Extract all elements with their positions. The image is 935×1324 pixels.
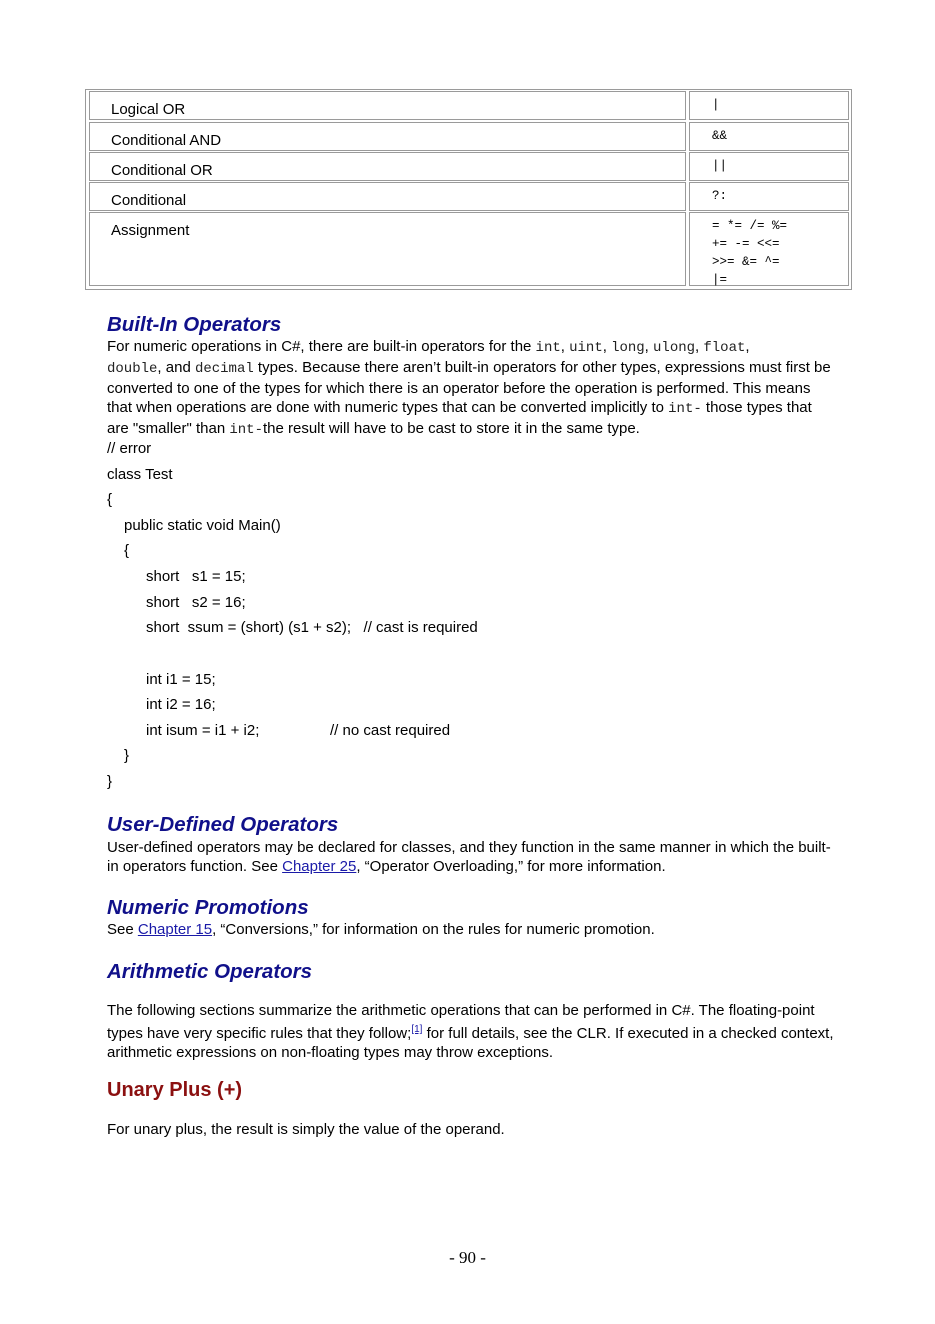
- chapter-link[interactable]: Chapter 25: [282, 858, 357, 875]
- operator-name: Assignment: [89, 212, 686, 286]
- type-keyword: float: [703, 340, 746, 356]
- text-run: For numeric operations in C#, there are built-in operators for the: [107, 338, 536, 355]
- text-run: The following sections summarize the arithmetic operations that can be performed in C#. The floating-point types have very specific rules that they follow;: [107, 1002, 815, 1042]
- type-keyword: ulong: [653, 340, 696, 356]
- type-keyword: int-: [229, 422, 263, 438]
- code-line: short ssum = (short) (s1 + s2); // cast is required: [146, 619, 478, 636]
- text-run: , “Operator Overloading,” for more information.: [356, 858, 666, 875]
- text-run: ,: [560, 338, 570, 355]
- code-line: {: [124, 542, 130, 559]
- operator-name: Logical OR: [89, 91, 686, 120]
- subsection-heading: Unary Plus (+): [107, 1079, 243, 1101]
- text-run: for full details, see the CLR. If executed in a checked context, arithmetic expressions on non-floating types may throw exceptions.: [107, 1025, 834, 1061]
- operator-name: Conditional OR: [89, 152, 686, 181]
- text-run: those types that are "smaller" than: [107, 399, 812, 437]
- operator-table: [85, 89, 852, 290]
- code-line: short s2 = 16;: [146, 594, 246, 611]
- code-line: }: [107, 773, 113, 790]
- type-keyword: decimal: [194, 361, 254, 377]
- code-line: class Test: [107, 466, 173, 483]
- code-line: int i1 = 15;: [146, 671, 216, 688]
- text-run: , “Conversions,” for information on the rules for numeric promotion.: [212, 921, 655, 938]
- page-number: - 90 -: [449, 1248, 486, 1267]
- text-run: the result will have to be cast to store it in the same type.: [262, 420, 640, 437]
- unary-paragraph: For unary plus, the result is simply the value of the operand.: [107, 1121, 505, 1138]
- code-line: int isum = i1 + i2;: [146, 722, 260, 739]
- operator-symbol: &&: [689, 122, 849, 151]
- text-run: ,: [745, 338, 750, 355]
- userdef-paragraph: [107, 838, 837, 876]
- operator-symbol: |: [689, 91, 849, 120]
- text-run: ,: [644, 338, 654, 355]
- operator-name: Conditional AND: [89, 122, 686, 151]
- arith-paragraph: [107, 1001, 837, 1062]
- section-heading: User-Defined Operators: [107, 813, 339, 836]
- type-keyword: long: [611, 340, 645, 356]
- text-run: User-defined operators may be declared for classes, and they function in the same manner in which the built-in operators function. See: [107, 839, 831, 875]
- code-comment: // no cast required: [330, 722, 451, 739]
- code-line: short s1 = 15;: [146, 568, 246, 585]
- numeric-paragraph: [107, 920, 837, 939]
- operator-symbol: ?:: [689, 182, 849, 211]
- text-run: ,: [602, 338, 612, 355]
- type-keyword: int-: [668, 401, 702, 417]
- footnote-link[interactable]: [1]: [411, 1024, 423, 1035]
- type-keyword: uint: [569, 340, 603, 356]
- text-run: See: [107, 921, 138, 938]
- text-run: ,: [695, 338, 704, 355]
- text-run: types. Because there aren’t built-in operators for other types, expressions must first be converted to one of the types for which there is an operator before the operation is performed. This means that when operations are done with numeric types that can be converted implicitly to: [107, 359, 831, 416]
- text-run: , and: [157, 359, 195, 376]
- code-line: int i2 = 16;: [146, 696, 216, 713]
- code-line: {: [107, 491, 113, 508]
- code-line: }: [124, 747, 130, 764]
- chapter-link[interactable]: Chapter 15: [137, 921, 213, 938]
- operator-symbol: ||: [689, 152, 849, 181]
- operator-name: Conditional: [89, 182, 686, 211]
- builtin-paragraph: [107, 337, 837, 440]
- section-heading: Numeric Promotions: [107, 896, 309, 919]
- section-heading: Arithmetic Operators: [107, 960, 313, 983]
- type-keyword: int: [535, 340, 561, 356]
- code-line: public static void Main(): [124, 517, 281, 534]
- section-heading: Built-In Operators: [107, 313, 282, 336]
- type-keyword: double: [107, 361, 158, 377]
- operator-symbol: = *= /= %= += -= <<= >>= &= ^= |=: [689, 212, 849, 286]
- code-line: // error: [107, 440, 152, 457]
